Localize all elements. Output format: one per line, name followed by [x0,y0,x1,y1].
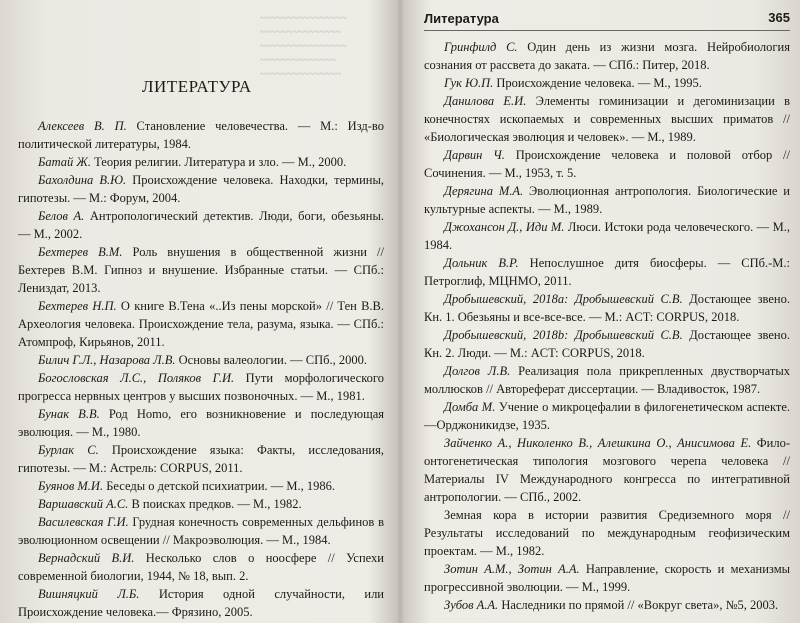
page-number: 365 [768,10,790,25]
entry-text: Эволюционная антропология. Биологические и культурные аспекты. — М., 1989. [424,184,791,216]
entry-author: Дарвин Ч. [444,148,505,162]
bibliography-entry [424,326,790,362]
bibliography-entry [18,441,384,477]
bibliography-entry [18,171,384,207]
bibliography-entry [18,243,384,297]
entry-author: Билич Г.Л., Назарова Л.В. [38,353,176,367]
bibliography-entry [424,290,790,326]
entry-text: Несколько слов о ноосфере // Успехи современной биологии, 1944, № 18, вып. 2. [18,551,384,583]
entry-author: Зубов А.А. [444,598,499,612]
bibliography-entry [424,362,790,398]
entry-text: Происхождение языка: Факты, исследования, гипотезы. — М.: Астрель: CORPUS, 2011. [18,443,384,475]
entry-text: Происхождение человека. Находки, термины, гипотезы. — М.: Форум, 2004. [18,173,384,205]
bibliography-entry [424,218,790,254]
entry-author: Долгов Л.В. [444,364,511,378]
entry-author: Алексеев В. П. [38,119,127,133]
entry-text: Фило-онтогенетическая типология мозгового черепа человека // Материалы IV Международного конгресса по интегративной антропологии. — СПб., 2002. [424,436,790,504]
bibliography-entry [424,560,790,596]
entry-author: Дерягина М.А. [444,184,524,198]
bibliography-entry [424,596,790,614]
entry-author: Гринфилд С. [444,40,518,54]
entry-text: Род Homo, его возникновение и последующая эволюция. — М., 1980. [18,407,385,439]
bibliography-entry [18,477,384,495]
bibliography-entry [424,254,790,290]
bibliography-entry [424,506,790,560]
entry-author: Дробышевский, 2018a: Дробышевский С.В. [444,292,683,306]
bibliography-entry [18,495,384,513]
bibliography-entry [18,297,384,351]
entry-text: Достающее звено. Кн. 2. Люди. — М.: ACT: CORPUS, 2018. [424,328,790,360]
entry-text: Антропологический детектив. Люди, боги, обезьяны. — М., 2002. [18,209,385,241]
entry-author: Бунак В.В. [38,407,100,421]
entry-author: Зайченко А., Николенко В., Алешкина О., Анисимова Е. [444,436,752,450]
bibliography-entry [18,117,384,153]
entry-text: Наследники по прямой // «Вокруг света», №5, 2003. [498,598,779,612]
bleed-through-text: ~~~~~~~~~~~~~~~~ ~~~~~~~~~~~~~~~ ~~~~~~~~~~~~~~~~ ~~~~~~~~~~~~~~ ~~~~~~~~~~~~~~~ [260,13,347,80]
left-page [0,0,398,623]
bibliography-entry [424,38,790,74]
entry-text: Основы валеологии. — СПб., 2000. [175,353,367,367]
entry-text: Непослушное дитя биосферы. — СПб.-М.: Петроглиф, МЦНМО, 2011. [424,256,790,288]
bibliography-entry [424,434,790,506]
bibliography-list-left [18,117,384,621]
entry-text: Теория религии. Литература и зло. — М., 2000. [91,155,347,169]
bibliography-entry [18,351,384,369]
page-title: ЛИТЕРАТУРА [142,77,252,96]
entry-author: Вернадский В.И. [38,551,135,565]
entry-author: Буянов М.И. [38,479,104,493]
entry-author: Гук Ю.П. [444,76,494,90]
entry-text: Реализация пола прикрепленных двустворчатых моллюсков // Автореферат диссертации. — Владивосток, 1987. [424,364,790,396]
running-title: Литература [424,11,499,26]
bibliography-entry [424,182,790,218]
bibliography-entry [424,398,790,434]
entry-author: Джохансон Д., Иди М. [444,220,565,234]
entry-text: Земная кора в истории развития Средиземного моря // Результаты исследований по международным геофизическим проектам. — М., 1982. [424,508,790,558]
bibliography-entry [18,513,384,549]
entry-text: Направление, скорость и механизмы прогрессивной эволюции. — М., 1999. [424,562,791,594]
entry-text: Учение о микроцефалии в филогенетическом аспекте. —Орджоникидзе, 1935. [424,400,791,432]
bibliography-entry [424,92,790,146]
bibliography-entry [18,405,384,441]
entry-text: Грудная конечность современных дельфинов в эволюционном освещении // Макроэволюция. — М., 1984. [18,515,385,547]
entry-text: В поисках предков. — М., 1982. [128,497,302,511]
bibliography-entry [18,369,384,405]
entry-author: Бахолдина В.Ю. [38,173,127,187]
entry-author: Дольник В.Р. [444,256,519,270]
entry-text: О книге В.Тена «..Из пены морской» // Тен В.В. Археология человека. Происхождение тела, разума, языка. — СПб.: Атомпроф, Кирьянов, 2011. [18,299,384,349]
entry-author: Богословская Л.С., Поляков Г.И. [38,371,235,385]
entry-text: Становление человечества. — М.: Изд-во политической литературы, 1984. [18,119,384,151]
entry-author: Бехтерев В.М. [38,245,123,259]
entry-author: Данилова Е.И. [444,94,527,108]
bibliography-entry [18,207,384,243]
entry-text: История одной случайности, или Происхождение человека.— Фрязино, 2005. [18,587,384,619]
entry-text: Один день из жизни мозга. Нейробиология сознания от рассвета до заката. — СПб.: Питер, 2018. [424,40,790,72]
entry-author: Зотин А.М., Зотин А.А. [444,562,580,576]
entry-author: Белов А. [38,209,85,223]
bibliography-entry [18,153,384,171]
entry-text: Элементы гоминизации и дегоминизации в конечностях ископаемых и современных высших приматов // «Биологическая эволюция и человек». — М., 1989. [424,94,790,144]
entry-text: Роль внушения в общественной жизни // Бехтерев В.М. Гипноз и внушение. Избранные статьи. — СПб.: Лениздат, 2013. [18,245,384,295]
entry-text: Пути морфологического прогресса нервных центров у высших позвоночных. — М., 1981. [18,371,384,403]
bibliography-entry [18,585,384,621]
entry-author: Вишняцкий Л.Б. [38,587,140,601]
entry-text: Происхождение человека и половой отбор // Сочинения. — М., 1953, т. 5. [424,148,790,180]
entry-author: Бурлак С. [38,443,99,457]
right-page [402,0,800,623]
entry-text: Достающее звено. Кн. 1. Обезьяны и все-все-все. — М.: ACT: CORPUS, 2018. [424,292,790,324]
bibliography-entry [18,549,384,585]
bibliography-list-right [424,38,790,614]
entry-author: Варшавский А.С. [38,497,129,511]
entry-author: Батай Ж. [38,155,92,169]
bibliography-entry [424,74,790,92]
entry-author: Домба М. [444,400,496,414]
entry-author: Василевская Г.И. [38,515,129,529]
running-header [424,8,790,31]
entry-text: Люси. Истоки рода человеческого. — М., 1984. [424,220,790,252]
bibliography-entry [424,146,790,182]
entry-author: Бехтерев Н.П. [38,299,117,313]
entry-text: Беседы о детской психиатрии. — М., 1986. [103,479,335,493]
entry-text: Происхождение человека. — М., 1995. [493,76,702,90]
entry-author: Дробышевский, 2018b: Дробышевский С.В. [444,328,683,342]
